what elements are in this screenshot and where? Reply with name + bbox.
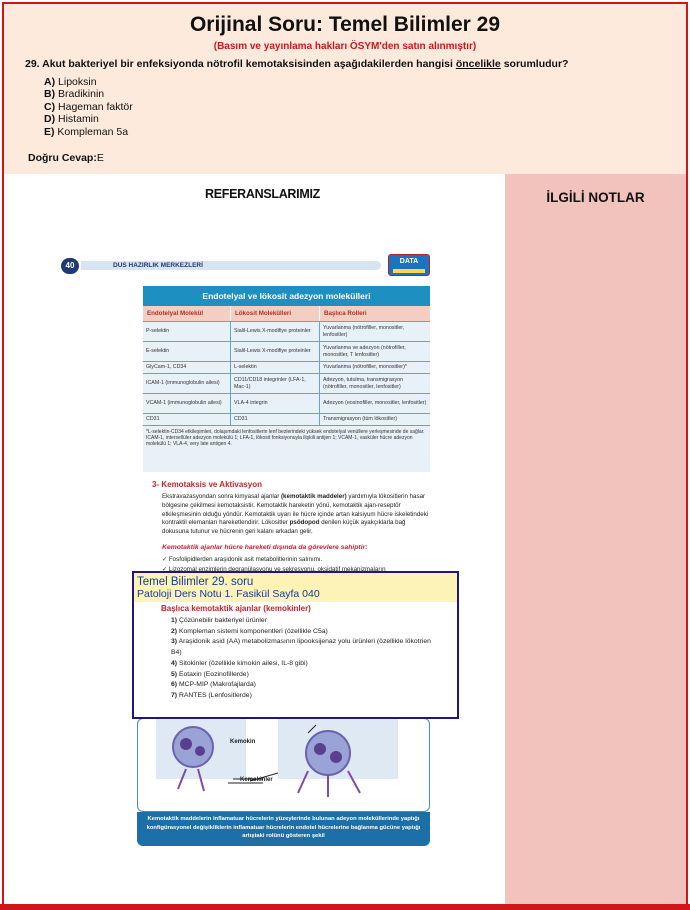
cell-illustration	[138, 719, 431, 813]
table-cell: Yuvarlanma (nötrofiller, monositler)*	[323, 364, 407, 371]
item-text: Araşidonik asid (AA) metabolizmasının lipooksijenaz yolu ürünleri (özellikle lökotrien B4)	[171, 638, 431, 657]
leukocyte-cell	[306, 731, 350, 775]
section-paragraph	[162, 493, 432, 537]
table-cell: Transmigrasyon (tüm lökositler)	[323, 416, 397, 423]
table-row	[143, 361, 430, 373]
nucleus	[314, 743, 326, 755]
references-title: REFERANSLARIMIZ	[205, 187, 320, 201]
question-panel	[4, 4, 686, 174]
nucleus	[330, 751, 342, 763]
item-number: 2)	[171, 627, 178, 635]
table-cell: CD31	[231, 414, 320, 425]
list-item	[171, 627, 441, 638]
page-header: DUS HAZIRLIK MERKEZLERİ	[113, 262, 203, 269]
reference-callout	[132, 571, 459, 719]
table-cell: P-selektin	[143, 322, 231, 341]
table-row	[143, 393, 430, 413]
list-item	[171, 670, 441, 681]
answer-label: Doğru Cevap:	[28, 152, 97, 164]
callout-body	[134, 602, 457, 717]
cell-figure	[137, 718, 430, 812]
logo-stripe	[393, 269, 425, 273]
section-title: 3- Kemotaksis ve Aktivasyon	[152, 480, 262, 489]
bullet-text: Fosfolipidlerden araşidonik asit metabolitlerinin salınımı.	[168, 556, 323, 563]
check-icon: ✓	[162, 566, 169, 573]
table-cell: CD31	[143, 414, 231, 425]
table-row	[143, 341, 430, 361]
option-text: Lipoksin	[58, 76, 97, 88]
option-e[interactable]	[44, 126, 133, 138]
item-number: 7)	[171, 691, 178, 699]
table-footnote: *L-selektin-CD34 etkileşimleri, dolaşımdaki lenfositlerin lenf bezlerindeki yüksek endotelyal venüllere yerleşmesinde de sağlar. ICAM-1, intersellüler adezyon molekülü 1; LFA-1, lökosit fonksiyonuyla ilişkili antijen 1; VCAM-1, vasküler hücre adezyon molekülü 1; VLA-4, very late antigen 4.	[143, 425, 430, 450]
list-item	[171, 659, 441, 670]
copyright-note: (Basım ve yayınlama hakları ÖSYM'den satın alınmıştır)	[213, 41, 477, 52]
chemokine-list	[171, 616, 441, 702]
logo-text: DATA	[399, 258, 419, 265]
item-number: 3)	[171, 638, 178, 646]
adhesion-table	[143, 286, 430, 472]
option-c[interactable]	[44, 101, 133, 113]
table-header-cell: Lökosit Molekülleri	[231, 306, 320, 321]
question-text-end: sorumludur?	[500, 58, 569, 70]
logo	[388, 254, 430, 276]
page-number: 40	[61, 258, 79, 274]
table-cell: VCAM-1 (immunoglobulin ailesi)	[143, 394, 231, 413]
item-number: 4)	[171, 659, 178, 667]
label-kemokinler: Kemokinler	[240, 777, 273, 783]
table-cell: CD11/CD18 integrinler (LFA-1, Mac-1)	[231, 374, 320, 393]
table-header-cell: Endotelyal Molekül	[143, 306, 231, 321]
item-text: MCP-MIP (Makrofajlarda)	[178, 681, 256, 689]
table-cell: VLA-4 integrin	[231, 394, 320, 413]
option-a[interactable]	[44, 76, 133, 88]
table-cell: Yuvarlanma (nötrofiller, monositler, lenfositler)	[323, 325, 405, 338]
table-row	[143, 413, 430, 425]
table-cell: Sialil-Lewis X-modifiye proteinler	[231, 342, 320, 361]
list-item	[171, 691, 441, 702]
leukocyte-cell	[173, 727, 213, 767]
list-item	[171, 616, 441, 627]
item-number: 5)	[171, 670, 178, 678]
label-kemokin: Kemokin	[230, 739, 256, 745]
paragraph-bold: (kemotaktik maddeler)	[281, 493, 347, 500]
table-cell: L-selektin	[231, 362, 320, 373]
reference-page	[55, 252, 445, 848]
table-cell: E-selektin	[143, 342, 231, 361]
option-text: Bradikinin	[58, 88, 105, 101]
option-letter: E)	[44, 125, 55, 138]
answer-options	[44, 76, 133, 138]
answer-value: E	[96, 152, 104, 164]
table-cell: Adezyon (eosinofiller, monositler, lenfositler)	[323, 400, 427, 407]
option-d[interactable]	[44, 113, 133, 125]
subheading: Kemotaktik ajanlar hücre hareketi dışında da görevlere sahiptir:	[162, 544, 368, 551]
table-cell: GlyCam-1, CD34	[143, 362, 231, 373]
list-item	[171, 637, 441, 658]
check-icon: ✓	[162, 556, 169, 563]
table-cell: Yuvarlanma ve adezyon (nötrofiller, monositler, T lenfositler)	[323, 345, 406, 358]
option-letter: D)	[44, 113, 56, 126]
nucleus	[180, 738, 192, 750]
paragraph-text: denilen küçük ayakçıklarla bağ dokusuna tutunur ve hücrenin geri kalanı arkadan gelir.	[162, 519, 406, 536]
table-cell: Adezyon, tutulma, transmigrasyon (nötrofiller, monositler, lenfositler)	[323, 377, 404, 390]
option-text: Hageman faktör	[58, 100, 133, 113]
option-letter: C)	[44, 100, 56, 113]
notes-title: İLGİLİ NOTLAR	[546, 190, 645, 205]
list-item	[171, 680, 441, 691]
table-row	[143, 373, 430, 393]
item-number: 1)	[171, 617, 178, 624]
callout-line-1: Temel Bilimler 29. soru	[137, 576, 254, 588]
figure-caption: Kemotaktik maddelerin inflamatuar hücrelerin yüzeylerinde bulunan adeyon moleküllerinde yaptığı konfigürasyonel değişikliklerin inflamatuar hücrelerin endotel hücrelerine bağlanma gücüne yaptığı artıştaki rolünü gösteren şekil	[137, 812, 430, 846]
nucleus	[195, 746, 205, 756]
question-emphasis: öncelikle	[455, 58, 501, 70]
callout-header	[134, 573, 457, 602]
correct-answer	[28, 152, 104, 164]
notes-column	[505, 174, 686, 904]
question-text-part: 29. Akut bakteriyel bir enfeksiyonda nötrofil kemotaksisinden aşağıdakilerden hangisi	[25, 58, 456, 70]
option-b[interactable]	[44, 88, 133, 100]
option-letter: B)	[44, 88, 56, 101]
table-header-cell: Başlıca Rolleri	[324, 310, 367, 317]
table-title: Endotelyal ve lökosit adezyon molekülleri	[143, 286, 430, 306]
item-text: RANTES (Lenfositlerde)	[178, 691, 252, 699]
table-cell: ICAM-1 (immunoglobulin ailesi)	[143, 374, 231, 393]
option-text: Kompleman 5a	[57, 125, 129, 138]
item-number: 6)	[171, 681, 178, 689]
table-cell: Sialil-Lewis X-modifiye proteinler	[231, 322, 320, 341]
bullet-text: Lizozomal enzimlerin degranülasyonu ve sekresyonu, oksidatif mekanizmaların	[168, 566, 386, 573]
paragraph-bold: psödopod	[289, 519, 320, 527]
item-text: Kompleman sistemi komponentleri (özellikle C5a)	[178, 627, 328, 635]
paragraph-text: yardımıyla lökositlerin hasar bölgesine çekilmesi kemotaksistir. Kemotaktik hareketin yönü, kemotaktik ajan-reseptör etkileşmesinin olduğu yöndür. Kemotaktik uyarı ile hücre içinde artan kalsiyum hücre iskeletindeki kontraktil elemanları hareketlendirir. Lökositler	[162, 493, 429, 527]
chemokine-list-title: Başlıca kemotaktik ajanlar (kemokinler)	[161, 604, 311, 613]
table-header	[143, 306, 430, 321]
option-text: Histamin	[58, 113, 99, 126]
callout-line-2: Patoloji Ders Notu 1. Fasikül Sayfa 040	[137, 588, 320, 600]
table-row	[143, 321, 430, 341]
question-text	[25, 58, 675, 70]
bottom-border	[0, 904, 690, 910]
item-text: Sitokinler (özellikle kimokin ailesi, IL-8 gibi)	[178, 659, 308, 667]
option-letter: A)	[44, 76, 56, 88]
item-text: Eotaxin (Eozinofillerde)	[178, 670, 249, 678]
item-text: Çözünebilir bakteriyel ürünler	[178, 617, 267, 624]
bullet-item	[162, 556, 322, 563]
paragraph-text: Ekstravazasyondan sonra kimyasal ajanlar	[162, 493, 281, 500]
question-title: Orijinal Soru: Temel Bilimler 29	[189, 13, 501, 36]
